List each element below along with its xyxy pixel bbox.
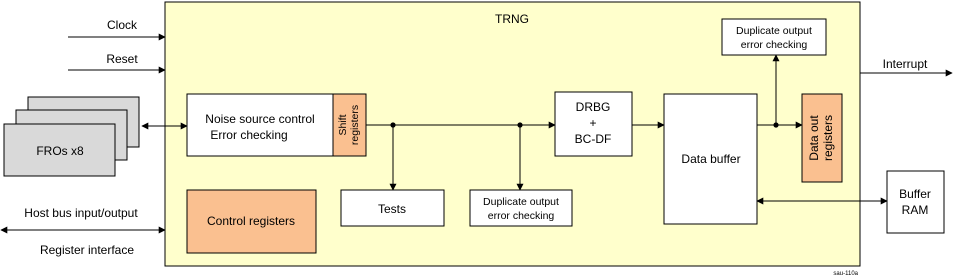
noise-source-line2: Error checking (210, 128, 288, 142)
dup-check-bottom-line2: error checking (487, 210, 555, 222)
interrupt-label: Interrupt (882, 57, 928, 71)
data-out-registers-line2: registers (821, 114, 835, 162)
fro-label: FROs x8 (36, 144, 84, 158)
control-registers-label: Control registers (206, 214, 296, 228)
dup-check-bottom-line1: Duplicate output (483, 196, 559, 208)
reset-label: Reset (106, 52, 138, 66)
buffer-ram-line2: RAM (901, 203, 929, 217)
register-interface-label: Register interface (39, 243, 135, 257)
clock-label: Clock (106, 18, 138, 32)
shift-registers-line2: registers (349, 104, 361, 146)
trng-title: TRNG (495, 12, 529, 26)
data-out-registers-line1: Data out (807, 115, 821, 161)
buffer-ram-line1: Buffer (899, 187, 931, 201)
noise-source-line1: Noise source control (205, 112, 315, 126)
drbg-line2: + (589, 116, 597, 130)
buffer-ram-block (887, 171, 944, 233)
data-buffer-label: Data buffer (681, 152, 741, 166)
drbg-line3: BC-DF (574, 132, 612, 146)
dup-check-top-line1: Duplicate output (736, 25, 812, 37)
shift-registers-line1: Shift (337, 114, 349, 136)
drbg-line1: DRBG (575, 100, 611, 114)
host-bus-label: Host bus input/output (24, 206, 138, 220)
tests-label: Tests (377, 202, 407, 216)
dup-check-top-line2: error checking (740, 39, 808, 51)
figure-id: sau-110a (833, 271, 858, 277)
